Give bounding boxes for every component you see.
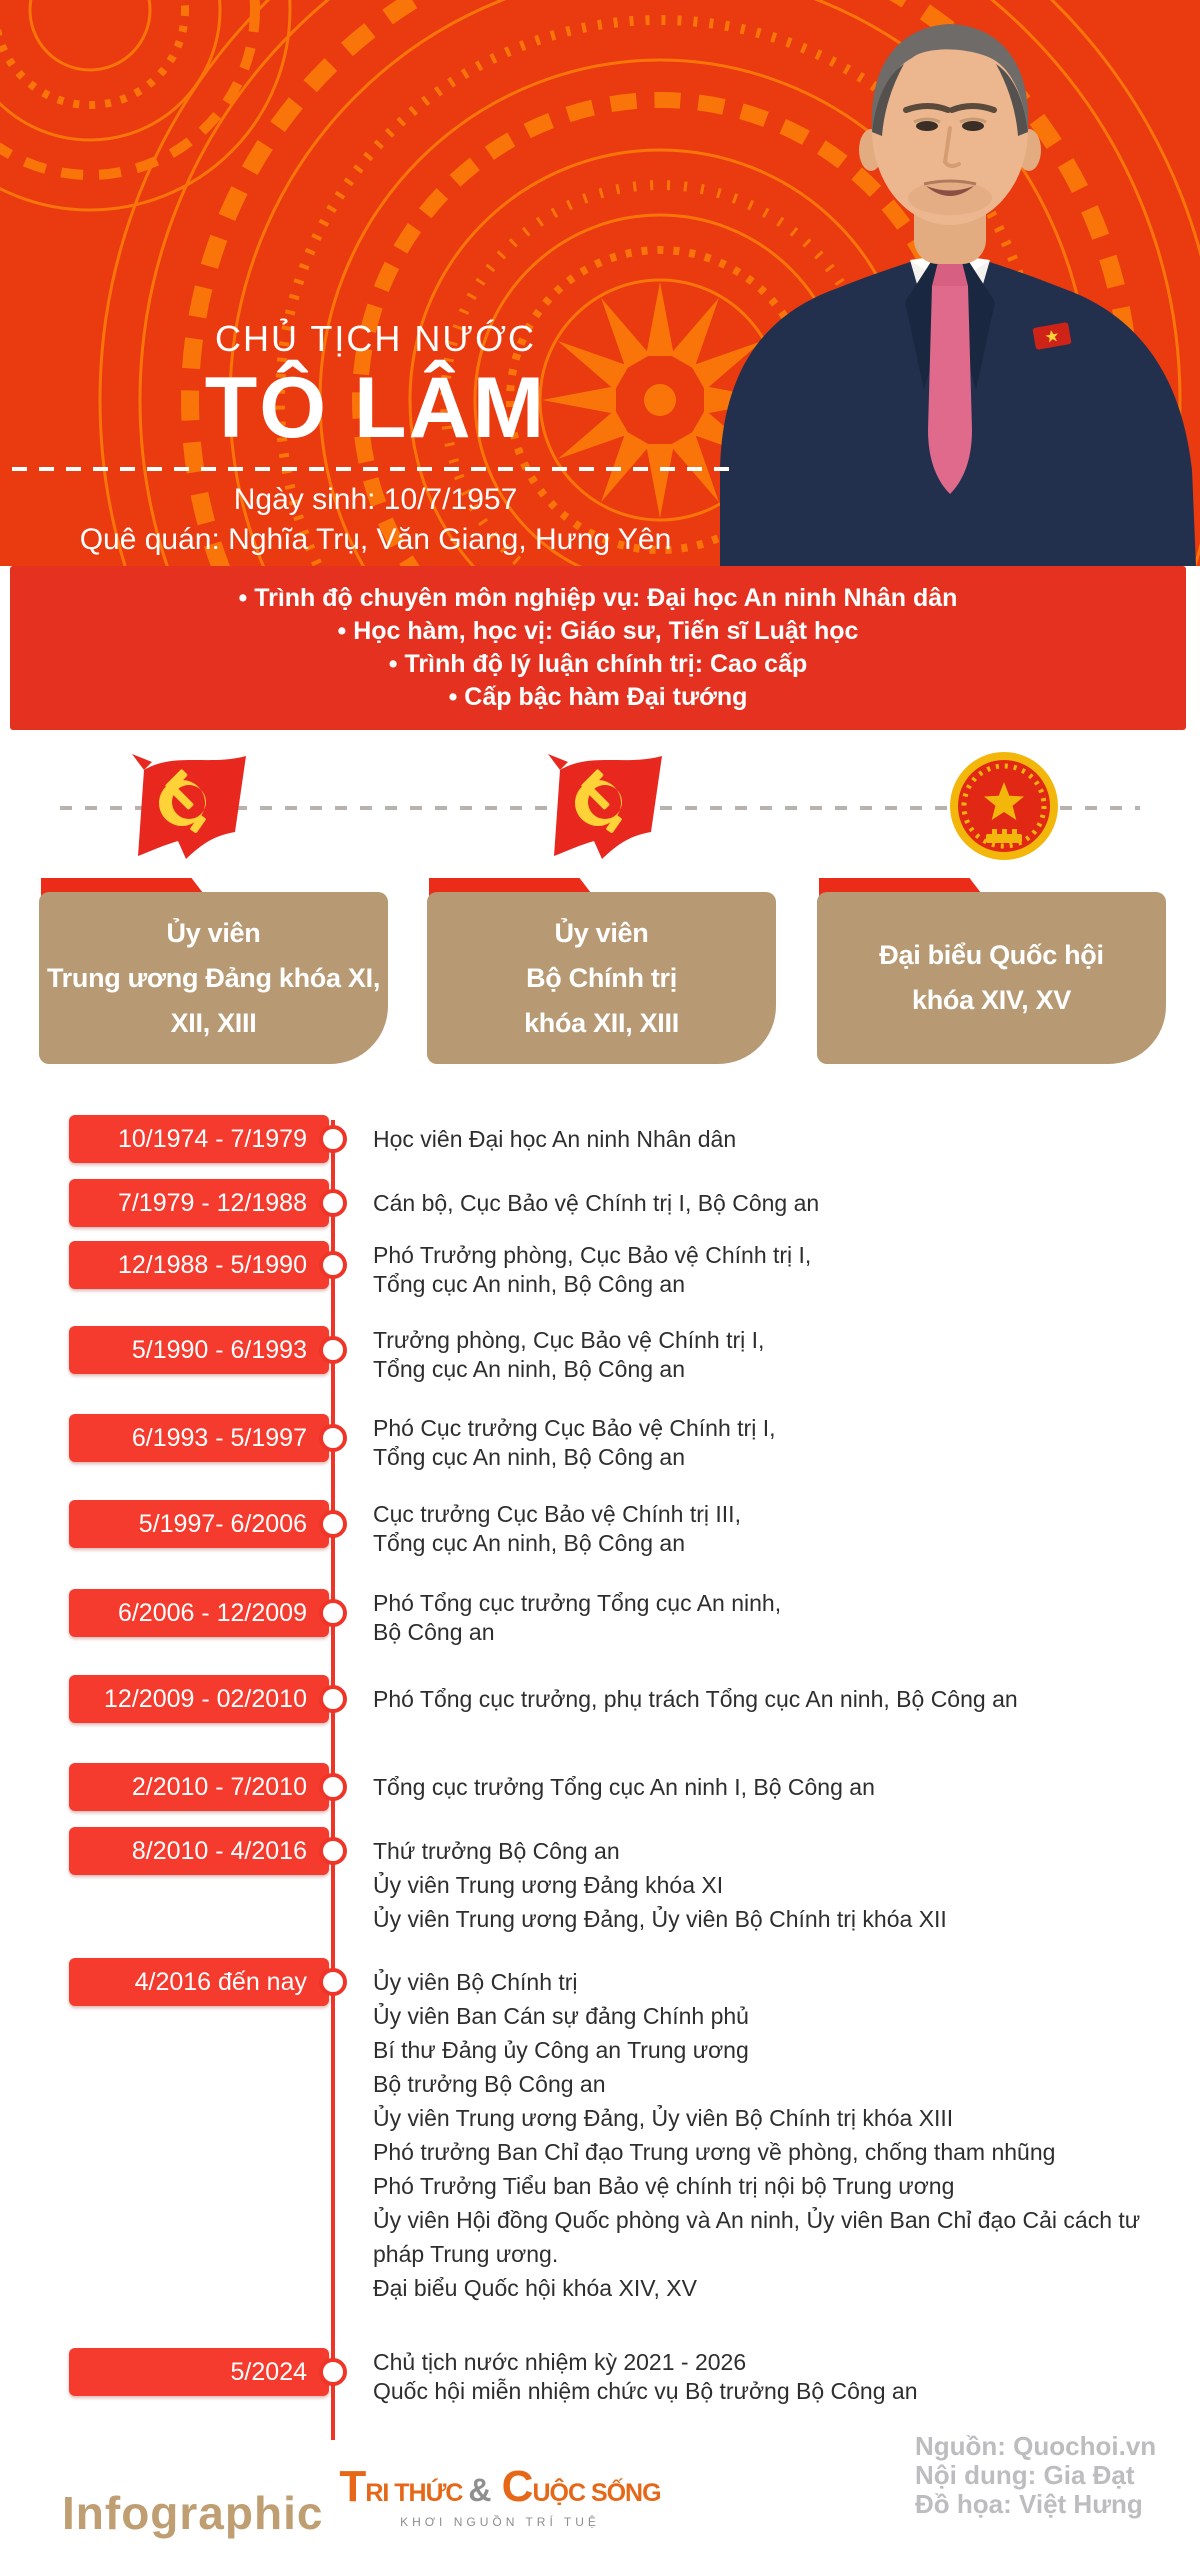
credit-line: Đồ họa: Việt Hưng [915,2489,1143,2519]
timeline-node-dot [319,1424,347,1452]
timeline-description [373,1763,1163,1811]
timeline-period-badge: 5/1990 - 6/1993 [69,1326,329,1374]
qualification-item: • Cấp bậc hàm Đại tướng [10,681,1186,714]
timeline-description [373,1589,1163,1647]
credits-block [915,2432,1156,2519]
logo-word: UỘC SỐNG [532,2479,661,2507]
timeline-description-line: Ủy viên Trung ương Đảng, Ủy viên Bộ Chính trị khóa XII [373,1906,947,1932]
timeline-description-line: Cán bộ, Cục Bảo vệ Chính trị I, Bộ Công an [373,1189,820,1216]
timeline-description-line: Ủy viên Ban Cán sự đảng Chính phủ [373,2003,749,2029]
timeline-period-badge: 7/1979 - 12/1988 [69,1179,329,1227]
timeline-period-badge: 6/2006 - 12/2009 [69,1589,329,1637]
timeline-description [373,1500,1163,1558]
timeline-description-line: Phó Tổng cục trưởng Tổng cục An ninh, [373,1590,782,1616]
mandate-line: Đại biểu Quốc hội [879,940,1104,970]
infographic-label: Infographic [62,2487,324,2539]
timeline-description-line: Bí thư Đảng ủy Công an Trung ương [373,2037,749,2063]
timeline-period-badge: 2/2010 - 7/2010 [69,1763,329,1811]
timeline-description-line: Ủy viên Trung ương Đảng khóa XI [373,1872,724,1898]
logo-ampersand: & [468,2472,491,2508]
timeline-description-line: Phó trưởng Ban Chỉ đạo Trung ương về phòng, chống tham nhũng [373,2139,1056,2165]
portrait-photo [700,0,1200,566]
credit-line: Nguồn: Quochoi.vn [915,2431,1157,2461]
timeline-period-badge: 4/2016 đến nay [69,1958,329,2006]
mandate-box-central-committee [39,878,388,1064]
hometown: Quê quán: Nghĩa Trụ, Văn Giang, Hưng Yên [79,523,672,557]
timeline-description-line: Quốc hội miễn nhiệm chức vụ Bộ trưởng Bộ Công an [373,2378,918,2404]
timeline-period-badge: 8/2010 - 4/2016 [69,1827,329,1875]
mandate-line: khóa XII, XIII [524,1007,679,1038]
timeline-period-badge: 5/1997- 6/2006 [69,1500,329,1548]
logo-wordmark [330,2462,670,2512]
mandate-box-politburo [427,878,776,1064]
timeline-description-line: Ủy viên Trung ương Đảng, Ủy viên Bộ Chính trị khóa XIII [373,2105,954,2131]
party-flag-icon [122,752,252,862]
timeline-node-dot [319,1251,347,1279]
birth-date: Ngày sinh: 10/7/1957 [233,483,518,517]
timeline-description-line: Tổng cục An ninh, Bộ Công an [373,1271,685,1297]
timeline-description-line: Phó Tổng cục trưởng, phụ trách Tổng cục An ninh, Bộ Công an [373,1685,1018,1712]
timeline-description [373,1414,1163,1472]
timeline-description [373,1115,1163,1163]
qualification-item: • Học hàm, học vị: Giáo sư, Tiến sĩ Luật học [10,615,1186,648]
timeline-description-line: Cục trưởng Cục Bảo vệ Chính trị III, [373,1501,741,1527]
timeline-description [373,2348,1163,2406]
timeline-node-dot [319,1125,347,1153]
mandate-line: Trung ương Đảng khóa XI, [46,962,381,993]
timeline-node-dot [319,1773,347,1801]
timeline-description [373,1965,1163,2305]
timeline-period-badge: 12/1988 - 5/1990 [69,1241,329,1289]
mandate-line: Bộ Chính trị [526,962,677,993]
page-title-role: CHỦ TỊCH NƯỚC [215,318,536,359]
timeline-description-line: Tổng cục trưởng Tổng cục An ninh I, Bộ Công an [373,1773,875,1800]
tie-knot [932,262,968,286]
timeline-node-dot [319,1510,347,1538]
timeline-description-line: Tổng cục An ninh, Bộ Công an [373,1444,685,1470]
timeline-description-line: Bộ Công an [373,1619,495,1645]
folder-panel [817,892,1166,1064]
folder-panel [427,892,776,1064]
timeline-description [373,1179,1163,1227]
mandate-line: khóa XIV, XV [912,985,1071,1015]
timeline-description-line: Bộ trưởng Bộ Công an [373,2071,606,2097]
timeline-node-dot [319,1336,347,1364]
flag-cloth [138,756,246,859]
timeline-description [373,1241,1163,1299]
flag-cloth [554,756,662,859]
mandate-line: Ủy viên [554,917,649,948]
logo-initial: T [339,2462,366,2511]
qualifications-bar [10,566,1186,730]
mandate-line: XII, XIII [170,1007,257,1038]
timeline-description-line: Tổng cục An ninh, Bộ Công an [373,1530,685,1556]
timeline-description-line: Học viên Đại học An ninh Nhân dân [373,1125,737,1152]
tie [928,286,972,494]
header-text-block [8,318,743,557]
timeline-description-line: Chủ tịch nước nhiệm kỳ 2021 - 2026 [373,2349,747,2375]
logo-word: RI THỨC [365,2479,469,2507]
header-section [0,0,1200,566]
logo-initial: C [490,2462,533,2511]
logo-tagline: KHƠI NGUỒN TRÍ TUỆ [400,2515,600,2529]
qualification-item: • Trình độ chuyên môn nghiệp vụ: Đại học An ninh Nhân dân [10,582,1186,615]
timeline-description [373,1675,1163,1723]
party-flag-icon [538,752,668,862]
folder-panel [39,892,388,1064]
publisher-logo [330,2462,670,2529]
timeline-node-dot [319,1189,347,1217]
credit-line: Nội dung: Gia Đạt [915,2460,1135,2490]
national-emblem-icon [948,750,1060,862]
timeline-description [373,1834,1163,1936]
timeline-period-badge: 6/1993 - 5/1997 [69,1414,329,1462]
timeline-description [373,1326,1163,1384]
timeline-node-dot [319,2358,347,2386]
timeline-period-badge: 10/1974 - 7/1979 [69,1115,329,1163]
qualification-item: • Trình độ lý luận chính trị: Cao cấp [10,648,1186,681]
timeline-period-badge: 5/2024 [69,2348,329,2396]
timeline-description-line: Trưởng phòng, Cục Bảo vệ Chính trị I, [373,1327,765,1353]
timeline-node-dot [319,1685,347,1713]
timeline-period-badge: 12/2009 - 02/2010 [69,1675,329,1723]
timeline-description-line: Đại biểu Quốc hội khóa XIV, XV [373,2275,697,2301]
mandate-line: Ủy viên [166,917,261,948]
timeline-description-line: Ủy viên Hội đồng Quốc phòng và An ninh, Ủy viên Ban Chỉ đạo Cải cách tư pháp Trung ương. [373,2207,1141,2267]
dashed-divider [12,467,739,471]
timeline-description-line: Ủy viên Bộ Chính trị [373,1969,578,1995]
timeline-description-line: Phó Trưởng phòng, Cục Bảo vệ Chính trị I, [373,1242,812,1268]
mandate-box-national-assembly [817,878,1166,1064]
timeline-node-dot [319,1968,347,1996]
page-title-name: TÔ LÂM [204,360,547,456]
timeline-description-line: Phó Trưởng Tiểu ban Bảo vệ chính trị nội bộ Trung ương [373,2173,955,2199]
timeline-node-dot [319,1837,347,1865]
timeline-description-line: Phó Cục trưởng Cục Bảo vệ Chính trị I, [373,1415,776,1441]
timeline-node-dot [319,1599,347,1627]
timeline-description-line: Tổng cục An ninh, Bộ Công an [373,1356,685,1382]
timeline-description-line: Thứ trưởng Bộ Công an [373,1838,620,1864]
